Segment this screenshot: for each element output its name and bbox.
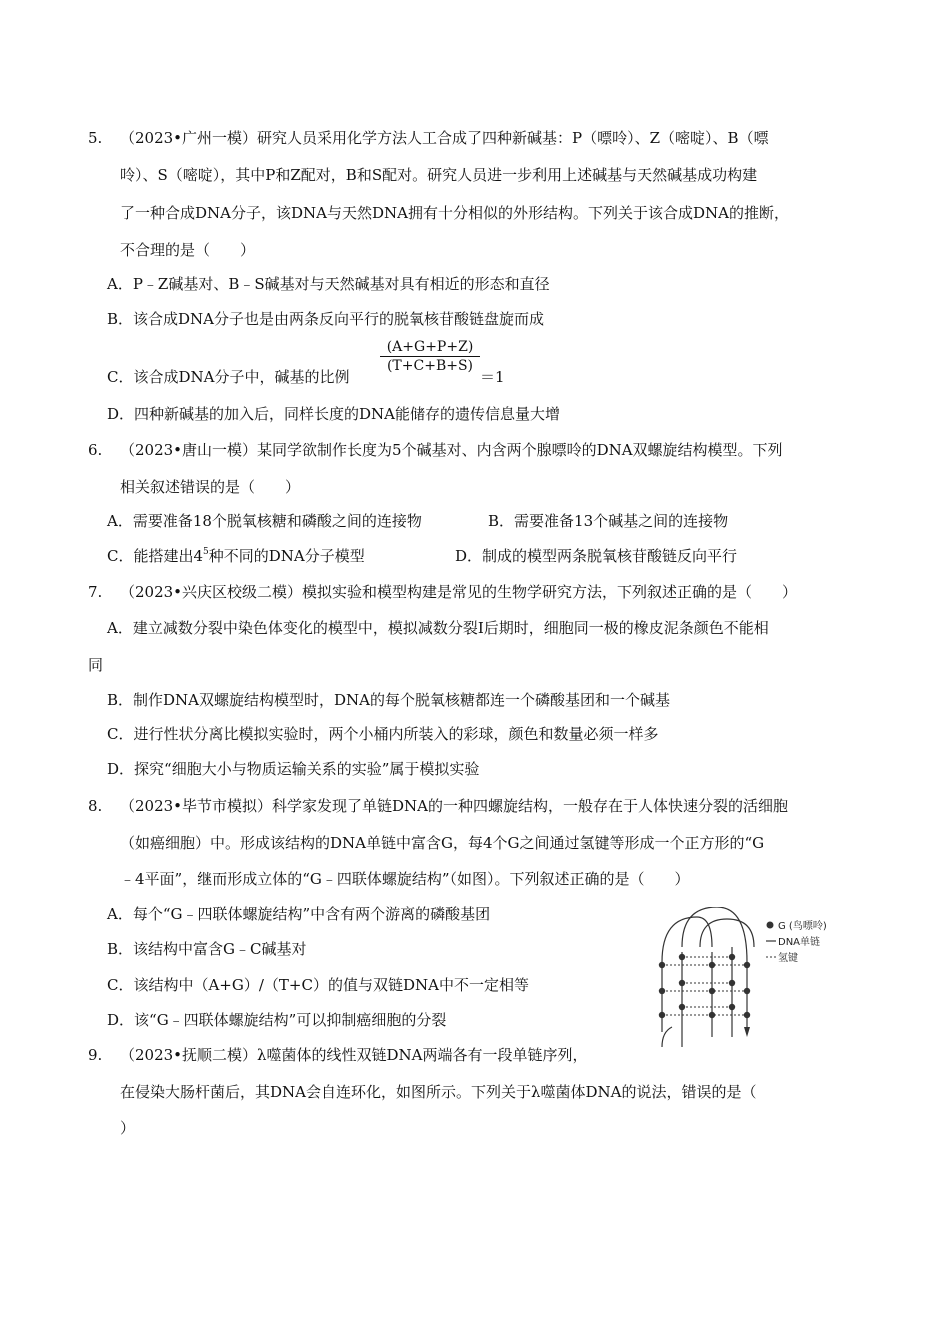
question-9-stem-line-2: 在侵染大肠杆菌后，其DNA会自连环化，如图所示。下列关于λ噬菌体DNA的说法，错误的是（ — [120, 1083, 757, 1101]
g-quadruplex-diagram — [652, 907, 832, 1047]
fraction-bar — [380, 356, 480, 357]
g-quadruplex-figure — [652, 907, 832, 1047]
question-6-option-b: B．需要准备13个碱基之间的连接物 — [488, 512, 729, 530]
question-5-stem-line-1: （2023•广州一模）研究人员采用化学方法人工合成了四种新碱基：P（嘌呤）、Z（嘧啶）、B（嘌 — [120, 129, 769, 147]
option-c-prefix: C．能搭建出4 — [107, 547, 204, 565]
question-5-option-c-suffix: ＝1 — [480, 368, 505, 386]
question-5-stem-line-2: 呤）、S（嘧啶），其中P和Z配对，B和S配对。研究人员进一步利用上述碱基与天然碱基成功构建 — [120, 166, 758, 184]
question-7-option-d: D．探究“细胞大小与物质运输关系的实验”属于模拟实验 — [107, 760, 480, 778]
legend-bond-label: 氢键 — [778, 953, 798, 964]
question-5-option-b: B．该合成DNA分子也是由两条反向平行的脱氧核苷酸链盘旋而成 — [107, 310, 545, 328]
strand-loop-2 — [682, 907, 747, 962]
question-5-option-d: D．四种新碱基的加入后，同样长度的DNA能储存的遗传信息量大增 — [107, 405, 561, 423]
question-6-number: 6. — [88, 441, 103, 459]
question-6-option-a: A．需要准备18个脱氧核糖和磷酸之间的连接物 — [107, 512, 422, 530]
question-7-number: 7. — [88, 583, 103, 601]
question-8-stem-line-1: （2023•毕节市模拟）科学家发现了单链DNA的一种四螺旋结构，一般存在于人体快速分裂的活细胞 — [120, 797, 789, 815]
question-6-option-c — [107, 546, 365, 566]
question-7-option-b: B．制作DNA双螺旋结构模型时，DNA的每个脱氧核糖都连一个磷酸基团和一个碱基 — [107, 691, 670, 709]
question-7-option-a-line-1: A．建立减数分裂中染色体变化的模型中，模拟减数分裂Ⅰ后期时，细胞同一极的橡皮泥条颜色不能相 — [107, 619, 769, 637]
question-9-stem-line-3: ） — [120, 1119, 136, 1137]
fraction-denominator: (T+C+B+S) — [386, 358, 474, 374]
question-5-stem-line-4: 不合理的是（ ） — [120, 241, 256, 259]
ratio-fraction — [380, 339, 480, 374]
question-8-stem-line-3: ﹣4平面”，继而形成立体的“G﹣四联体螺旋结构”（如图）。下列叙述正确的是（ ） — [120, 870, 690, 888]
guanine-dots — [659, 954, 750, 1018]
question-5-option-c-text: C．该合成DNA分子中，碱基的比例 — [107, 368, 350, 386]
legend-g-dot — [767, 922, 774, 929]
question-5-stem-line-3: 了一种合成DNA分子，该DNA与天然DNA拥有十分相似的外形结构。下列关于该合成DNA的推断， — [120, 204, 789, 222]
question-8-number: 8. — [88, 797, 103, 815]
question-6-stem-line-1: （2023•唐山一模）某同学欲制作长度为5个碱基对、内含两个腺嘌呤的DNA双螺旋结构模型。下列 — [120, 441, 783, 459]
question-5-option-a: A．P﹣Z碱基对、B﹣S碱基对与天然碱基对具有相近的形态和直径 — [107, 275, 550, 293]
question-6-option-d: D．制成的模型两条脱氧核苷酸链反向平行 — [455, 547, 738, 565]
question-7-option-a-line-2: 同 — [88, 656, 104, 674]
question-8-option-d: D．该“G﹣四联体螺旋结构”可以抑制癌细胞的分裂 — [107, 1011, 447, 1029]
exponent: 5 — [203, 547, 209, 557]
question-9-stem-line-1: （2023•抚顺二模）λ噬菌体的线性双链DNA两端各有一段单链序列， — [120, 1046, 588, 1064]
question-8-option-c: C．该结构中（A+G）/（T+C）的值与双链DNA中不一定相等 — [107, 976, 529, 994]
question-7-stem: （2023•兴庆区校级二模）模拟实验和模型构建是常见的生物学研究方法，下列叙述正确的是（ ） — [120, 583, 798, 601]
question-8-option-b: B．该结构中富含G﹣C碱基对 — [107, 940, 307, 958]
fraction-numerator: (A+G+P+Z) — [386, 339, 474, 355]
legend-g-label: G (鸟嘌呤) — [778, 921, 827, 932]
question-7-option-c: C．进行性状分离比模拟实验时，两个小桶内所装入的彩球，颜色和数量必须一样多 — [107, 725, 659, 743]
strand-arrowhead — [744, 1027, 750, 1037]
question-8-option-a: A．每个“G﹣四联体螺旋结构”中含有两个游离的磷酸基团 — [107, 905, 491, 923]
question-8-stem-line-2: （如癌细胞）中。形成该结构的DNA单链中富含G，每4个G之间通过氢键等形成一个正方形的“G — [120, 834, 765, 852]
strand-tail — [662, 1027, 672, 1047]
question-6-stem-line-2: 相关叙述错误的是（ ） — [120, 478, 301, 496]
legend-strand-label: DNA单链 — [778, 937, 821, 948]
question-9-number: 9. — [88, 1046, 103, 1064]
question-5-number: 5. — [88, 129, 103, 147]
option-c-suffix: 种不同的DNA分子模型 — [208, 547, 365, 565]
